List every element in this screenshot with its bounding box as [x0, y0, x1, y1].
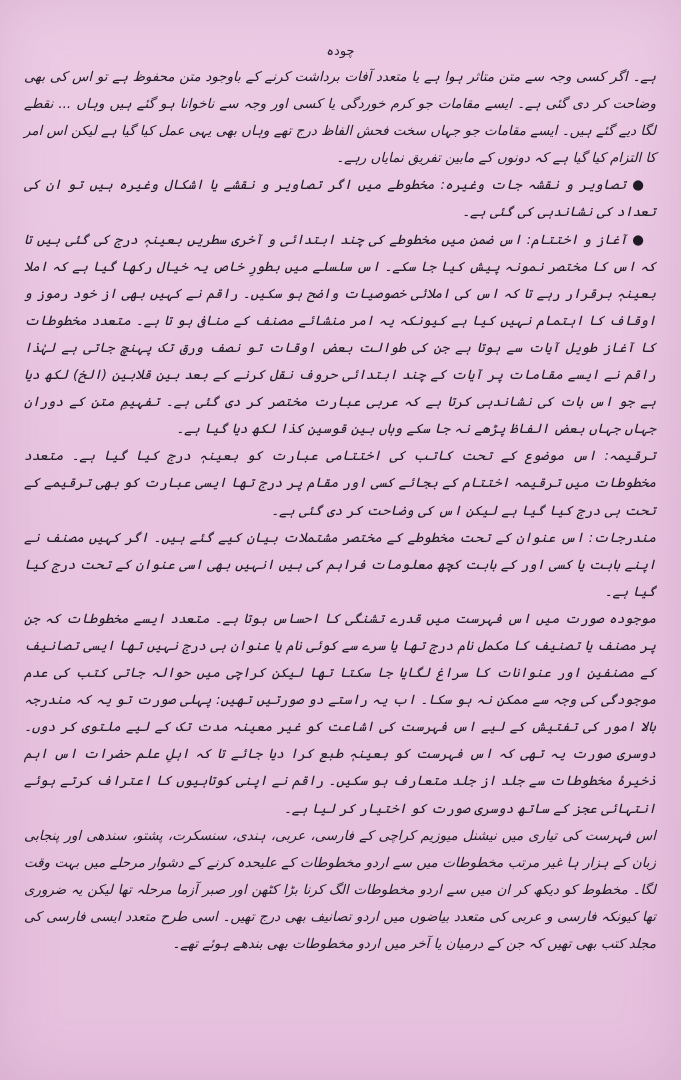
paragraph-catalogue-limitations: موجودہ صورت میں اس فہرست میں قدرے تشنگی کا احساس ہوتا ہے۔ متعدد ایسے مخطوطات کہ جن پر مصنف یا تصنیف کا مکمل نام درج تھا یا سرے سے کوئی نام یا عنوان ہی درج نہیں تھا ایسی تصانیف کے مصنفین اور عنوانات کا سراغ لگایا جا سکتا تھا لیکن کراچی میں حوالہ جاتی کتب کی عدم موجودگی کی وجہ سے ممکن نہ ہو سکا۔ اب یہ راستے دو صورتیں تھیں: پہلی صورت تو یہ کہ مندرجہ بالا امور کی تفتیش کے لیے اس فہرست کی اشاعت کو غیر معینہ مدت تک کے لیے ملتوی کر دوں۔ دوسری صورت یہ تھی کہ اس فہرست کو بعینہٖ طبع کرا دیا جائے تا کہ اہلِ علم حضرات اس اہم ذخیرۂ مخطوطات سے جلد از جلد متعارف ہو سکیں۔ راقم نے اپنی کوتاہیوں کا اعتراف کرتے ہوئے انتہائی عجز کے ساتھ دوسری صورت کو اختیار کر لیا ہے۔	[24, 611, 657, 817]
paragraph-colophon: ترقیمہ: اس موضوع کے تحت کاتب کی اختتامی عبارت کو بعینہٖ درج کیا گیا ہے۔ متعدد مخطوطات میں ترقیمہ اختتام کے بجائے کسی اور مقام پر درج تھا ایسی عبارت کو بھی ترقیمے کے تحت ہی درج کیا گیا ہے لیکن اس کی وضاحت کر دی گئی ہے۔	[24, 449, 656, 519]
paragraph-illustrations: ● تصاویر و نقشہ جات وغیرہ: مخطوطے میں اگر تصاویر و نقشے یا اشکال وغیرہ ہیں تو ان کی تعداد کی نشاندہی کی گئی ہے۔	[24, 178, 656, 221]
body-text	[24, 64, 656, 958]
page-number: چودہ	[326, 44, 355, 59]
paragraph-catalogue-preparation: اس فہرست کی تیاری میں نیشنل میوزیم کراچی کے فارسی، عربی، ہندی، سنسکرت، پشتو، سندھی اور پنجابی زبان کے ہزار ہا غیر مرتب مخطوطات میں سے اردو مخطوطات کے علیحدہ کرنے کے دشوار مرحلے میں بہت وقت لگا۔ مخطوط کو دیکھ کر ان میں سے اردو مخطوطات الگ کرنا بڑا کٹھن اور صبر آزما مرحلہ تھا لیکن یہ ضروری تھا کیونکہ فارسی و عربی کی متعدد بیاضوں میں اردو تصانیف بھی درج تھیں۔ اسی طرح متعدد ایسی فارسی کی مجلد کتب بھی تھیں کہ جن کے درمیان یا آخر میں اردو مخطوطات بھی بندھے ہوئے تھے۔	[24, 828, 656, 952]
paragraph-beginning-and-end: ● آغاز و اختتام: اس ضمن میں مخطوطے کی چند ابتدائی و آخری سطریں بعینہٖ درج کی گئی ہیں تا کہ اس کا مختصر نمونہ پیش کیا جا سکے۔ اس سلسلے میں بطورِ خاص یہ خیال رکھا گیا ہے کہ املا بعینہٖ برقرار رہے تا کہ اس کی املائی خصوصیات واضح ہو سکیں۔ راقم نے کہیں بھی از خود رموز و اوقاف کا اہتمام نہیں کیا ہے کیونکہ یہ امر منشائے مصنف کے منافی ہو تا ہے۔ متعدد مخطوطات کا آغاز طویل آیات سے ہوتا ہے جن کی طوالت بعض اوقات تو نصف ورق تک پہنچ جاتی ہے لہٰذا راقم نے ایسے مقامات پر آیات کے چند ابتدائی حروف نقل کرنے کے بعد بین قلابین (الخ) لکھ دیا ہے جو اس بات کی نشاندہی کرتا ہے کہ عربی عبارت مختصر کر دی گئی ہے۔ تفہیمِ متن کے دوران جہاں جہاں بعض الفاظ پڑھے نہ جا سکے وہاں بین قوسین کذا لکھ دیا گیا ہے۔	[24, 232, 656, 438]
paragraph-contents: مندرجات: اس عنوان کے تحت مخطوطے کے مختصر مشتملات بیان کیے گئے ہیں۔ اگر کہیں مصنف نے اپنے بابت یا کسی اور کے بابت کچھ معلومات فراہم کی ہیں انہیں بھی اسی عنوان کے تحت درج کیا گیا ہے۔	[24, 530, 656, 600]
paragraph-text-preservation-note: ہے۔ اگر کسی وجہ سے متن متاثر ہوا ہے یا متعدد آفات برداشت کرنے کے باوجود متن محفوظ ہے تو اس کی بھی وضاحت کر دی گئی ہے۔ ایسے مقامات جو کرم خوردگی یا کسی اور وجہ سے ناخوانا ہو گئے ہیں وہاں ... نقطے لگا دیے گئے ہیں۔ ایسے مقامات جو جہاں سخت فحش الفاظ درج تھے وہاں بھی یہی عمل کیا گیا ہے لیکن اس امر کا التزام کیا گیا ہے کہ دونوں کے مابین تفریق نمایاں رہے۔	[24, 70, 656, 167]
